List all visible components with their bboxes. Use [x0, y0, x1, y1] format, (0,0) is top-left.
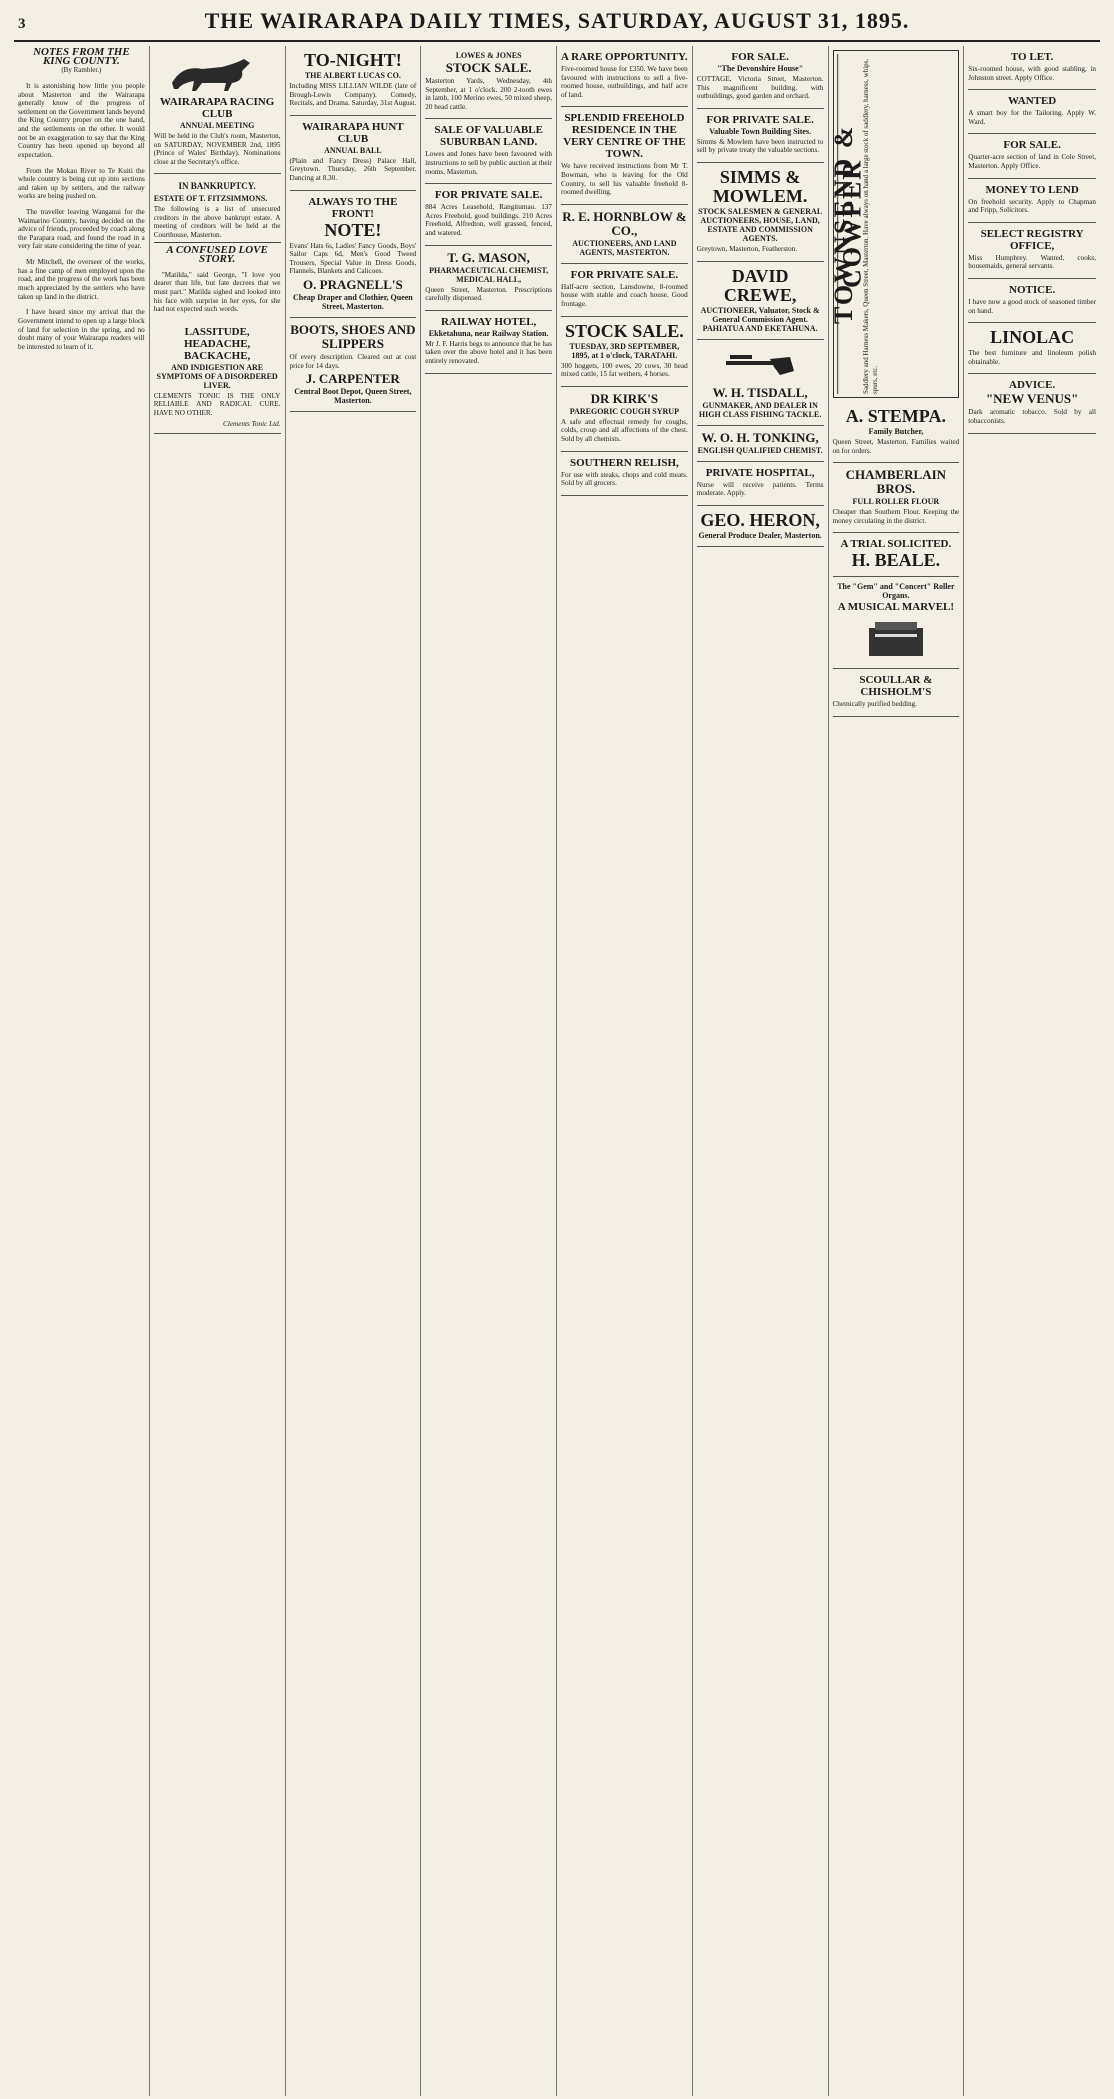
ad-brand: J. CARPENTER [305, 371, 400, 387]
vertical-brand: TOWNSEND & COWPER [837, 54, 859, 394]
ad-boots [290, 318, 417, 412]
ad-subtitle: NOTE! [324, 219, 382, 240]
ad-subtitle: "NEW VENUS" [985, 391, 1079, 407]
ad-title: NOTICE. [1009, 283, 1056, 296]
ad-subtitle: GUNMAKER, AND DEALER IN HIGH CLASS FISHING TACKLE. [698, 400, 822, 419]
ad-subtitle: Valuable Town Building Sites. [709, 126, 812, 136]
ad-title: DR KIRK'S [590, 390, 659, 406]
ad-southern-relish [561, 452, 688, 496]
ad-body: Simms & Mowlem have been instructed to sell by private treaty the valuable sections. [696, 137, 824, 155]
ad-body: Six-roomed house, with good stabling, in Johnston street. Apply Office. [968, 65, 1096, 82]
ad-for-sale [968, 134, 1096, 178]
section-body: The following is a list of unsecured creditors in the above bankrupt estate. A meeting of creditors will be held at the Courthouse, Masterton. [153, 204, 281, 239]
ad-subtitle: THE ALBERT LUCAS CO. [304, 71, 401, 80]
ad-body: A safe and effectual remedy for coughs, colds, croup and all affections of the chest. Sold by all chemists. [561, 417, 688, 443]
ad-hornblow [561, 205, 688, 264]
ad-body: Quarter-acre section of land in Cole Street, Masterton. Apply Office. [968, 153, 1096, 170]
article-paragraph: It is astonishing how little you people about Masterton and the Wairarapa generally know of the progress of settlement on the Government lands beyond the King Country proper on the one hand, and the settlements on the other. It would not be an exaggeration to say that the King Country has been opened up beyond all expectation. [18, 81, 145, 159]
ad-title: A. STEMPA. [845, 406, 946, 426]
ad-body: Five-roomed house for £350. We have been favoured with instructions to sell a five-roomed house, outbuildings, and half acre of land. [561, 65, 688, 99]
ad-title: FOR PRIVATE SALE. [706, 113, 814, 126]
article-byline: (By Rambler.) [61, 66, 102, 75]
ad-title: SPLENDID FREEHOLD RESIDENCE IN THE VERY CENTRE OF THE TOWN. [563, 112, 686, 161]
ad-title: A MUSICAL MARVEL! [837, 601, 955, 614]
ad-body: The best furniture and linoleum polish obtainable. [968, 349, 1096, 366]
ad-body: Queen Street, Masterton. Families waited on for orders. [832, 438, 960, 455]
ad-title: STOCK SALE. [445, 60, 532, 75]
ad-scoullar [833, 669, 960, 717]
ad-hunt-club [290, 116, 417, 191]
article-paragraph: I have heard since my arrival that the Government intend to open up a large block of land for selection in the spring, and no doubt many of your Wairarapa readers will be interested to learn of it. [18, 308, 145, 351]
column-5 [557, 46, 693, 2096]
ad-title: T. G. MASON, [447, 249, 530, 265]
ad-title: TO-NIGHT! [304, 50, 402, 70]
ad-title: LINOLAC [990, 327, 1075, 348]
ad-body: Nurse will receive patients. Terms moderate. Apply. [696, 480, 824, 498]
masthead [14, 6, 1100, 42]
ad-brand: O. PRAGNELL'S [303, 276, 403, 292]
ad-to-let [968, 46, 1096, 90]
ad-subtitle: ANNUAL MEETING [179, 121, 255, 130]
ad-body: Miss Humphrey. Wanted, cooks, housemaids, general servants. [968, 253, 1096, 271]
column-2 [150, 46, 286, 2096]
ad-body: Greytown, Masterton, Featherston. [696, 244, 798, 253]
ad-freehold-residence [561, 107, 688, 204]
vertical-ad-townsend-cowper [828, 50, 960, 398]
ad-title: SALE OF VALUABLE SUBURBAN LAND. [434, 124, 543, 149]
ad-title: FOR SALE. [1003, 139, 1061, 152]
ad-title: W. O. H. TONKING, [701, 429, 819, 445]
ad-body: Half-acre section, Lansdowne, 8-roomed house with stable and coach house. Good frontage. [561, 282, 688, 308]
ad-linolac [968, 323, 1096, 374]
ad-body: On freehold security. Apply to Chapman and Fripp, Solicitors. [968, 197, 1096, 215]
ad-title: RAILWAY HOTEL, [440, 315, 537, 328]
ad-subtitle: PHARMACEUTICAL CHEMIST, MEDICAL HALL, [429, 265, 549, 284]
ad-body: 300 hoggets, 100 ewes, 20 cows, 30 head mixed cattle, 15 fat wethers, 4 horses. [561, 361, 688, 379]
ad-title: ALWAYS TO THE FRONT! [308, 195, 398, 220]
ad-racing-club [154, 46, 281, 174]
ad-theatre [290, 46, 417, 116]
ad-body: 884 Acres Leasehold, Rangitumau. 137 Acres Freehold, good buildings. 210 Acres Freehold, Alfredton, well grassed, fenced, and watered. [425, 203, 552, 237]
newspaper-title: THE WAIRARAPA DAILY TIMES, SATURDAY, AUGUST 31, 1895. [204, 8, 910, 33]
column-3 [286, 46, 422, 2096]
gun-icon [697, 347, 824, 383]
ad-title: CHAMBERLAIN BROS. [845, 467, 947, 497]
ad-body: For use with steaks, chops and cold meats. Sold by all grocers. [561, 470, 688, 488]
ad-subtitle: PAREGORIC COUGH SYRUP [569, 406, 679, 416]
section-title: IN BANKRUPTCY. [178, 181, 256, 192]
ad-body: Dark aromatic tobacco. Sold by all tobacconists. [968, 408, 1096, 425]
ad-title: WAIRARAPA RACING CLUB [159, 96, 275, 120]
ad-body: Queen Street, Masterton. Prescriptions carefully dispensed. [425, 285, 552, 303]
ad-body: Chemically purified bedding. [832, 700, 917, 709]
vertical-body: Saddlery and Harness Makers, Queen Street, Masterton. Have always on hand a large stock of saddlery, harness, whips, spurs, etc. [861, 58, 879, 394]
ad-title: FOR PRIVATE SALE. [434, 189, 543, 202]
ad-subtitle: "The Devonshire House" [717, 64, 804, 73]
ad-brand-sub: Cheap Draper and Clothier, Queen Street, Masterton. [292, 292, 413, 311]
ad-signature: Clements Tonic Ltd. [223, 419, 281, 428]
ad-stock-sale-taratahi [561, 317, 688, 387]
horse-illustration-icon [154, 53, 281, 93]
ad-body: COTTAGE, Victoria Street, Masterton. This magnificent building, with outbuildings, good garden and orchard. [696, 75, 824, 101]
ad-body: (Plain and Fancy Dress) Palace Hall, Greytown. Thursday, 26th September. Dancing at 8.30. [289, 156, 417, 182]
ad-dr-kirk [561, 387, 688, 452]
columns [14, 46, 1100, 2096]
ad-body: Will be held in the Club's room, Masterton, on SATURDAY, NOVEMBER 2nd, 1895 (Prince of Wales' Birthday). Nominations close at the Secretary's office. [153, 132, 281, 166]
ad-body: Of every description. Cleared out at cost price for 14 days. [289, 352, 417, 370]
column-8 [964, 46, 1100, 2096]
ad-beale [833, 533, 960, 577]
ad-title: DAVID CREWE, [723, 265, 797, 305]
ad-title: FOR PRIVATE SALE. [570, 268, 679, 281]
ad-body: A smart boy for the Tailoring. Apply W. Ward. [968, 109, 1096, 126]
ad-building-sites [697, 109, 824, 163]
ad-subtitle: ANNUAL BALL [324, 145, 382, 155]
column-4 [421, 46, 557, 2096]
ad-body: Lowes and Jones have been favoured with instructions to sell by public auction at their rooms, Masterton. [425, 150, 552, 176]
ad-geo-heron [697, 506, 824, 547]
ad-subtitle: General Produce Dealer, Masterton. [698, 530, 822, 540]
article-paragraph: From the Mokau River to Te Kuiti the whole country is being cut up into sections and taken up by settlers, and the railway works are being pushed on. [18, 166, 145, 201]
column-7 [829, 46, 965, 2096]
ad-body: Mr J. F. Harris begs to announce that he has taken over the above hotel and it has been entirely renovated. [425, 339, 552, 365]
ad-subtitle: The "Gem" and "Concert" Roller Organs. [837, 582, 955, 601]
ad-title: TO LET. [1010, 51, 1054, 63]
ad-title: BOOTS, SHOES AND SLIPPERS [290, 321, 416, 351]
ad-title: LASSITUDE, HEADACHE, BACKACHE, [183, 325, 251, 362]
ad-money-to-lend [968, 179, 1096, 223]
ad-subtitle: AND INDIGESTION ARE SYMPTOMS OF A DISORDERED LIVER. [156, 362, 278, 390]
ad-body: Including MISS LILLIAN WILDE (late of Brough-Lewis Company). Comedy, Recitals, and Drama. Saturday, 31st August. [289, 82, 417, 108]
page-number: 3 [18, 16, 26, 32]
ad-title: A RARE OPPORTUNITY. [561, 51, 688, 63]
ad-devonshire-house [697, 46, 824, 109]
ad-subtitle: AUCTIONEERS, AND LAND AGENTS, MASTERTON. [572, 238, 677, 257]
ad-title: SCOULLAR & CHISHOLM'S [859, 674, 933, 699]
ad-mason [425, 246, 552, 311]
ad-title: PRIVATE HOSPITAL, [705, 466, 815, 479]
ad-title: ADVICE. [1009, 379, 1056, 392]
ad-title: GEO. HERON, [700, 509, 820, 530]
ad-railway-hotel [425, 311, 552, 374]
ad-title: R. E. HORNBLOW & CO., [562, 208, 687, 238]
ad-private-hospital [697, 462, 824, 506]
article-paragraph: The traveller leaving Wanganui for the Waimarino Country, having decided on the advice of friends, proceeded by coach along the Parapara road, and found the road in a very fair state considering the time of year. [18, 208, 145, 251]
ad-subtitle: TUESDAY, 3RD SEPTEMBER, 1895, at 1 o'clock, TARATAHI. [569, 341, 680, 360]
ad-chamberlain [833, 463, 960, 533]
ad-title: MONEY TO LEND [985, 183, 1079, 196]
ad-new-venus [968, 374, 1096, 433]
ad-subtitle: STOCK SALESMEN & GENERAL AUCTIONEERS, HOUSE, LAND, ESTATE AND COMMISSION AGENTS. [698, 206, 823, 243]
ad-stock-sale [425, 46, 552, 119]
story-title: A CONFUSED LOVE STORY. [166, 244, 268, 265]
ad-title: WANTED [1007, 95, 1057, 108]
ad-title: STOCK SALE. [565, 320, 684, 341]
ad-tonking [697, 426, 824, 462]
ad-registry-office [968, 223, 1096, 279]
story-body: "Matilda," said George, "I love you dearer than life, but fate decrees that we must part." Matilda sighed and looked into his face with surprise in her eyes, for she had not expected such words. [153, 270, 281, 314]
column-6 [693, 46, 829, 2096]
ad-subtitle: H. BEALE. [851, 550, 941, 571]
ad-body: Evans' Hats 6s, Ladies' Fancy Goods, Boys' Sailor Caps 6d, Men's Good Tweed Trousers, Special Value in Dress Goods, Flannels, Blankets and Calicoes. [289, 241, 417, 276]
ad-subtitle: FULL ROLLER FLOUR [852, 497, 940, 507]
ad-subtitle: ENGLISH QUALIFIED CHEMIST. [697, 445, 823, 455]
ad-subtitle: Ekketahuna, near Railway Station. [428, 328, 549, 338]
ad-pragnell [290, 191, 417, 318]
ad-title: FOR SALE. [731, 51, 789, 63]
ad-simms-mowlem [697, 163, 824, 262]
ad-rare-opportunity [561, 46, 688, 107]
article-paragraph: Mr Mitchell, the overseer of the works, has a fine camp of men employed upon the road, and the progress of the work has been much appreciated by the settlers who have taken up land in the district. [18, 258, 145, 301]
ad-lassitude [154, 321, 281, 434]
ad-subtitle: AUCTIONEER, Valuator, Stock & General Commission Agent. PAHIATUA AND EKETAHUNA. [700, 305, 820, 333]
ad-body: Masterton Yards, Wednesday, 4th September, at 1 o'clock. 200 2-tooth ewes in lamb, 100 Merino ewes, 50 mixed sheep, 20 head cattle. [425, 77, 552, 111]
article-title: NOTES FROM THE KING COUNTY. [33, 46, 130, 67]
ad-body: Cheaper than Southern Flour. Keeping the money circulating in the district. [832, 508, 960, 525]
ad-body: CLEMENTS TONIC IS THE ONLY RELIABLE AND RADICAL CURE. HAVE NO OTHER. [153, 391, 281, 418]
column-1 [14, 46, 150, 2096]
ad-notice [968, 279, 1096, 323]
ad-wanted [968, 90, 1096, 134]
ad-title: W. H. TISDALL, [712, 384, 808, 400]
ad-title: SOUTHERN RELISH, [569, 456, 679, 469]
ad-body: I have now a good stock of seasoned timber on hand. [968, 297, 1096, 315]
ad-title: WAIRARAPA HUNT CLUB [302, 120, 404, 145]
ad-subtitle: LOWES & JONES [455, 51, 522, 60]
section-subtitle: ESTATE OF T. FITZSIMMONS. [153, 193, 268, 203]
ad-title: SELECT REGISTRY OFFICE, [980, 227, 1084, 252]
ad-roller-organ [833, 577, 960, 669]
ad-private-sale [425, 184, 552, 245]
ad-stempa [833, 402, 960, 463]
ad-brand-sub: Central Boot Depot, Queen Street, Masterton. [294, 387, 412, 406]
ad-david-crewe [697, 262, 824, 340]
ad-private-sale [561, 264, 688, 317]
ad-tisdall [697, 340, 824, 426]
ad-title: A TRIAL SOLICITED. [840, 538, 952, 551]
organ-illustration-icon [833, 616, 960, 660]
ad-suburban-land [425, 119, 552, 184]
ad-subtitle: Family Butcher, [868, 427, 924, 436]
ad-body: We have received instructions from Mr T. Bowman, who is leaving for the Old Country, to sell his valuable freehold 8-roomed dwelling. [561, 162, 688, 197]
ad-title: SIMMS & MOWLEM. [712, 166, 808, 206]
